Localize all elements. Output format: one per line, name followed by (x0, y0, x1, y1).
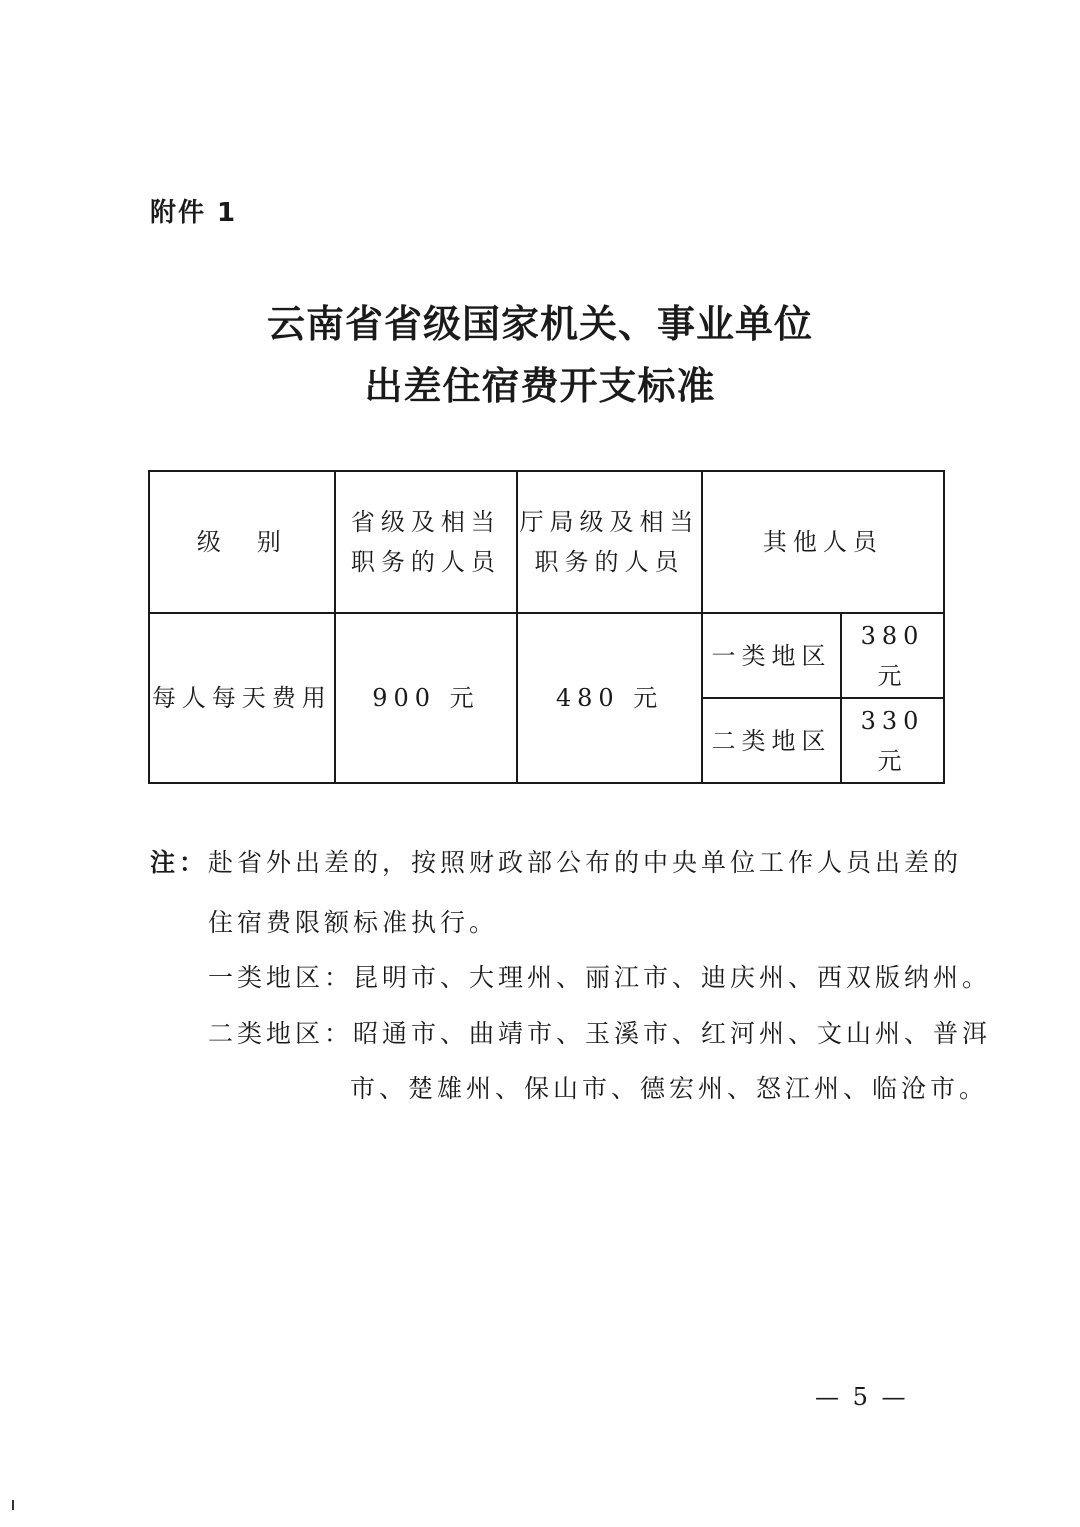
header-cell-others (702, 471, 944, 613)
document-title-line1: 云南省省级国家机关、事业单位 (266, 302, 813, 346)
header-cell-provincial (335, 471, 518, 613)
region1-label: 一类地区 (711, 641, 832, 670)
region1-label-cell (702, 613, 841, 698)
region2-amount-cell (841, 698, 944, 783)
note-region2-line2: 市、楚雄州、保山市、德宏州、怒江州、临沧市。 (350, 1074, 989, 1103)
note-region2-line1: 二类地区：昭通市、曲靖市、玉溪市、红河州、文山州、普洱 (208, 1019, 992, 1048)
header-others-text: 其他人员 (762, 528, 883, 556)
page-number: — 5 — (815, 1383, 909, 1411)
region2-label-cell (702, 698, 841, 783)
row-label-cell (149, 613, 335, 783)
note-line-2: 住宿费限额标准执行。 (208, 908, 499, 937)
region1-amount-cell (841, 613, 944, 698)
header-provincial-line2: 职务的人员 (350, 548, 501, 576)
header-level-text: 级 别 (196, 528, 287, 556)
scan-mark (12, 1500, 14, 1510)
header-bureau-line1: 厅局级及相当 (519, 508, 700, 536)
header-cell-level (149, 471, 335, 613)
note-text-1: 赴省外出差的，按照财政部公布的中央单位工作人员出差的 (208, 848, 963, 877)
attachment-label: 附件 1 (150, 198, 238, 228)
provincial-amount-cell (335, 613, 518, 783)
note-line-1 (150, 843, 962, 879)
header-cell-bureau (517, 471, 702, 613)
table-header-row (149, 471, 944, 613)
document-title-line2: 出差住宿费开支标准 (364, 364, 716, 408)
note-region1: 一类地区：昆明市、大理州、丽江市、迪庆州、西双版纳州。 (208, 963, 992, 992)
provincial-amount: 900 元 (372, 684, 480, 712)
standards-table (148, 470, 945, 784)
header-bureau-line2: 职务的人员 (534, 548, 685, 576)
note-key: 注： (150, 848, 209, 877)
bureau-amount: 480 元 (555, 684, 664, 712)
header-provincial-line1: 省级及相当 (350, 508, 501, 536)
region1-amount: 380 元 (860, 621, 925, 690)
bureau-amount-cell (517, 613, 702, 783)
region2-label: 二类地区 (711, 726, 832, 755)
region2-amount: 330 元 (860, 706, 925, 775)
table-row (149, 613, 944, 698)
row-label-text: 每人每天费用 (151, 684, 332, 712)
